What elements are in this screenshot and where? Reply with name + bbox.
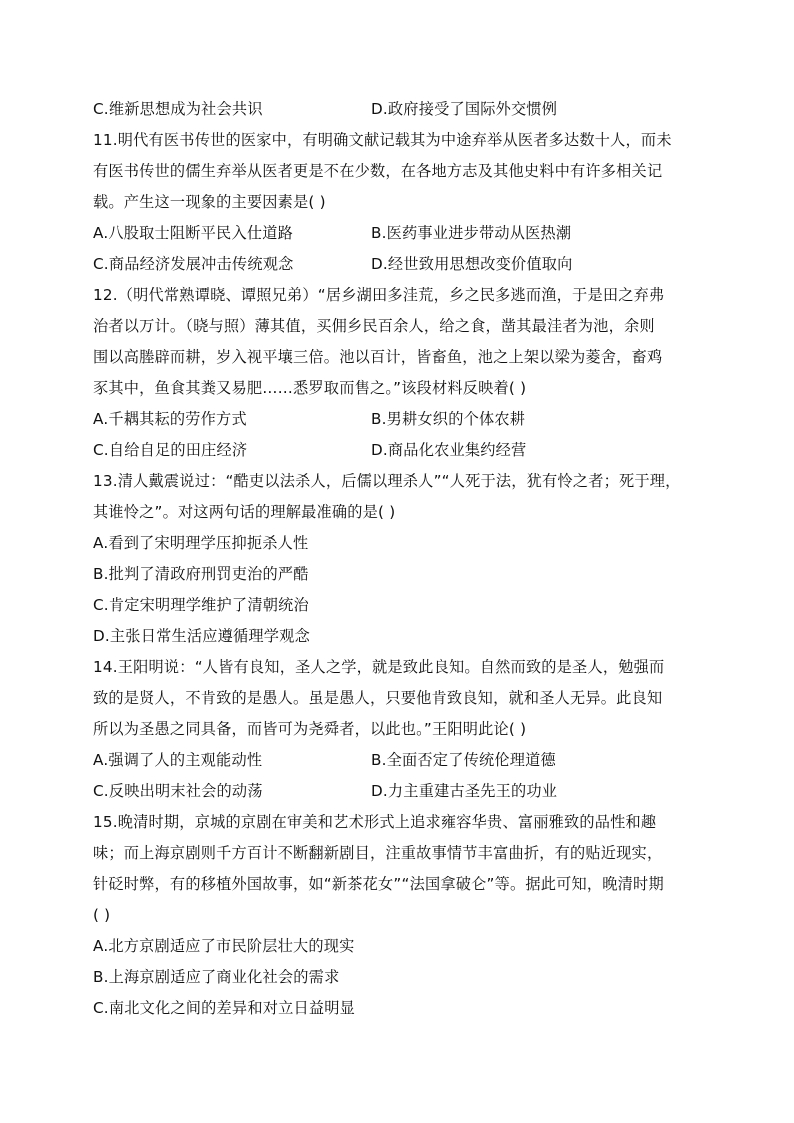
question-12-stem-line-2: 治者以万计。（晓与照）薄其值，买佣乡民百余人，给之食，凿其最洼者为池，余则 xyxy=(93,317,655,335)
question-13 xyxy=(93,466,703,652)
question-12-option-a: A.千耦其耘的劳作方式 xyxy=(93,410,247,428)
question-15-option-b: B.上海京剧适应了商业化社会的需求 xyxy=(93,968,340,986)
question-12-option-d: D.商品化农业集约经营 xyxy=(371,441,527,459)
question-13-option-b: B.批判了清政府刑罚吏治的严酷 xyxy=(93,565,309,583)
question-15-stem-line-3: 针砭时弊，有的移植外国故事，如“新茶花女”“法国拿破仑”等。据此可知，晚清时期 xyxy=(93,875,664,893)
question-12-stem-line-1: 12.（明代常熟谭晓、谭照兄弟）“居乡湖田多洼荒，乡之民多逃而渔，于是田之弃弗 xyxy=(93,286,665,304)
page-content xyxy=(93,94,703,1024)
question-14-option-b: B.全面否定了传统伦理道德 xyxy=(371,751,556,769)
question-11 xyxy=(93,125,703,280)
question-13-option-a: A.看到了宋明理学压抑扼杀人性 xyxy=(93,534,309,552)
question-12 xyxy=(93,280,703,466)
question-11-option-d: D.经世致用思想改变价值取向 xyxy=(371,255,573,273)
question-13-option-c: C.肯定宋明理学维护了清朝统治 xyxy=(93,596,309,614)
question-12-option-row-ab xyxy=(93,404,703,435)
question-15 xyxy=(93,807,703,1024)
question-15-stem-line-4: ( ) xyxy=(93,906,111,924)
question-12-stem-line-3: 围以高塍辟而耕，岁入视平壤三倍。池以百计，皆畜鱼，池之上架以梁为菱舍，畜鸡 xyxy=(93,348,663,366)
question-15-stem-line-2: 味；而上海京剧则千方百计不断翻新剧目，注重故事情节丰富曲折，有的贴近现实， xyxy=(93,844,663,862)
option-c: C.维新思想成为社会共识 xyxy=(93,100,263,118)
question-14 xyxy=(93,652,703,807)
question-13-stem-line-1: 13.清人戴震说过：“酷吏以法杀人，后儒以理杀人”“人死于法，犹有怜之者；死于理， xyxy=(93,472,681,490)
question-11-option-b: B.医药事业进步带动从医热潮 xyxy=(371,224,572,242)
question-14-stem-line-2: 致的是贤人，不肯致的是愚人。虽是愚人，只要他肯致良知，就和圣人无异。此良知 xyxy=(93,689,663,707)
question-11-option-row-ab xyxy=(93,218,703,249)
question-15-stem-line-1: 15.晚清时期，京城的京剧在审美和艺术形式上追求雍容华贵、富丽雅致的品性和趣 xyxy=(93,813,657,831)
question-12-stem-line-4: 豕其中，鱼食其粪又易肥……悉罗取而售之。”该段材料反映着( ) xyxy=(93,379,527,397)
question-15-option-a: A.北方京剧适应了市民阶层壮大的现实 xyxy=(93,937,355,955)
question-14-option-row-ab xyxy=(93,745,703,776)
question-15-option-c: C.南北文化之间的差异和对立日益明显 xyxy=(93,999,356,1017)
question-12-option-b: B.男耕女织的个体农耕 xyxy=(371,410,526,428)
question-14-option-c: C.反映出明末社会的动荡 xyxy=(93,782,263,800)
question-14-option-row-cd xyxy=(93,776,703,807)
question-11-stem-line-1: 11.明代有医书传世的医家中，有明确文献记载其为中途弃举从医者多达数十人，而未 xyxy=(93,131,672,149)
question-14-stem-line-3: 所以为圣愚之同具备，而皆可为尧舜者，以此也。”王阳明此论( ) xyxy=(93,720,527,738)
question-11-option-row-cd xyxy=(93,249,703,280)
question-11-option-c: C.商品经济发展冲击传统观念 xyxy=(93,255,294,273)
question-13-option-d: D.主张日常生活应遵循理学观念 xyxy=(93,627,310,645)
question-14-option-a: A.强调了人的主观能动性 xyxy=(93,751,263,769)
question-14-option-d: D.力主重建古圣先王的功业 xyxy=(371,782,558,800)
question-11-option-a: A.八股取士阻断平民入仕道路 xyxy=(93,224,293,242)
option-row-cd xyxy=(93,94,703,125)
question-12-option-row-cd xyxy=(93,435,703,466)
option-d: D.政府接受了国际外交惯例 xyxy=(371,100,558,118)
question-11-stem-line-2: 有医书传世的儒生弃举从医者更是不在少数，在各地方志及其他史料中有许多相关记 xyxy=(93,162,663,180)
question-11-stem-line-3: 载。产生这一现象的主要因素是( ) xyxy=(93,193,326,211)
question-14-stem-line-1: 14.王阳明说：“人皆有良知，圣人之学，就是致此良知。自然而致的是圣人，勉强而 xyxy=(93,658,665,676)
question-12-option-c: C.自给自足的田庄经济 xyxy=(93,441,248,459)
question-13-stem-line-2: 其谁怜之”。对这两句话的理解最准确的是( ) xyxy=(93,503,396,521)
